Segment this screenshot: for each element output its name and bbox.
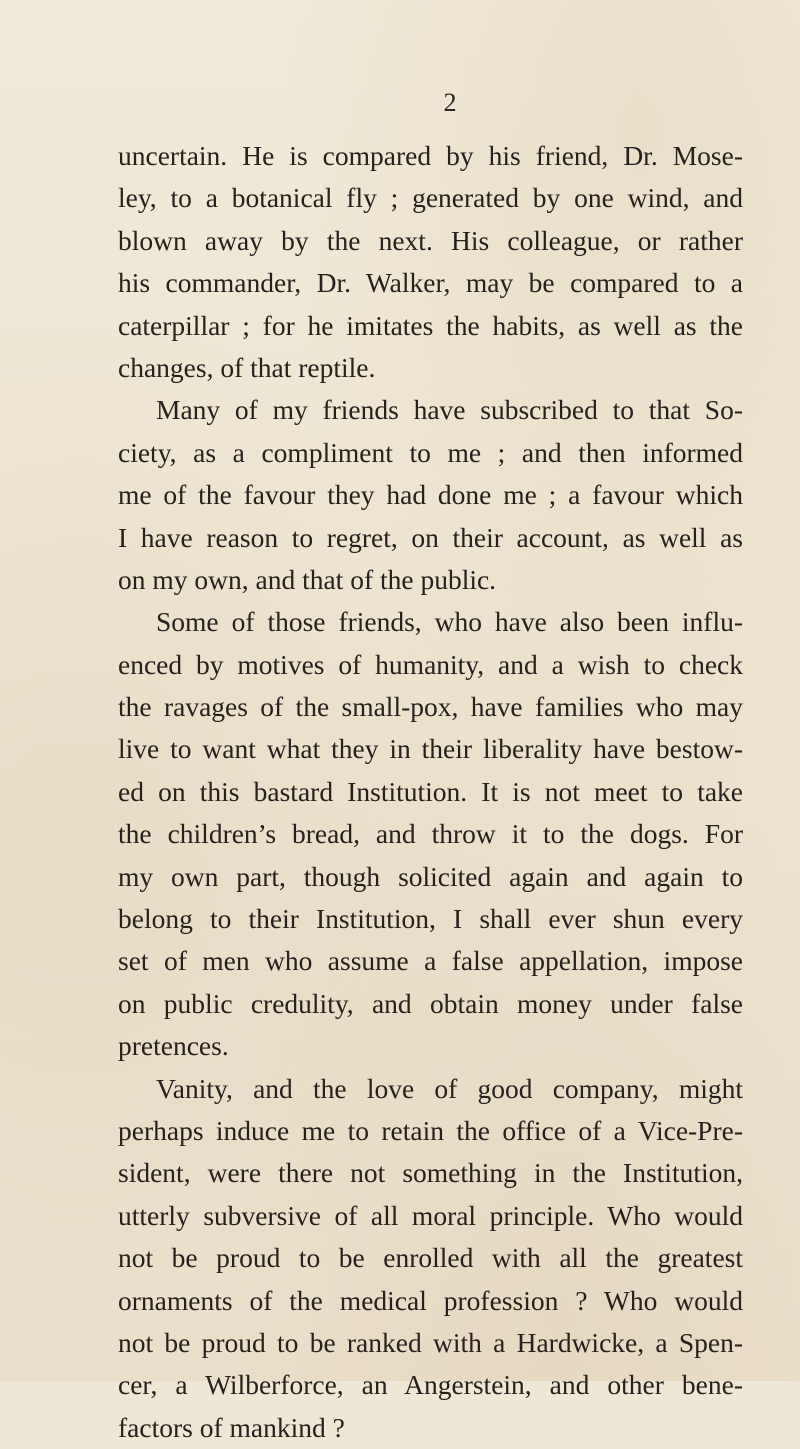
text-line: the children’s bread, and throw it to the dogs. For (118, 818, 743, 850)
body-text (118, 135, 743, 1449)
text-line: uncertain. He is compared by his friend, Dr. Mose- (118, 140, 743, 171)
text-line: enced by motives of humanity, and a wish to check (118, 648, 743, 680)
text-line: not be proud to be enrolled with all the greatest (118, 1242, 743, 1274)
text-line: ornaments of the medical profession ? Who would (118, 1284, 743, 1316)
text-line: cer, a Wilberforce, an Angerstein, and other bene- (118, 1369, 743, 1401)
text-line: Many of my friends have subscribed to that So- (156, 394, 743, 426)
text-line: his commander, Dr. Walker, may be compared to a (118, 267, 743, 299)
text-line: not be proud to be ranked with a Hardwicke, a Spen- (118, 1326, 743, 1358)
text-line: ley, to a botanical fly ; generated by one wind, and (118, 182, 743, 214)
page-number: 2 (443, 88, 457, 117)
text-line: belong to their Institution, I shall ever shun every (118, 903, 743, 935)
text-line: blown away by the next. His colleague, or rather (118, 224, 743, 256)
text-line: on public credulity, and obtain money under false (118, 987, 743, 1019)
text-line: caterpillar ; for he imitates the habits, as well as the (118, 309, 743, 341)
text-line: I have reason to regret, on their account, as well as (118, 521, 743, 553)
text-line: pretences. (118, 1030, 229, 1062)
text-line: set of men who assume a false appellation, impose (118, 945, 743, 977)
text-line: sident, were there not something in the Institution, (118, 1157, 743, 1189)
text-line: live to want what they in their liberality have bestow- (118, 733, 743, 765)
text-line: ciety, as a compliment to me ; and then informed (118, 436, 743, 468)
text-line: changes, of that reptile. (118, 351, 376, 383)
text-line: on my own, and that of the public. (118, 563, 497, 595)
text-line: ed on this bastard Institution. It is not meet to take (118, 775, 743, 807)
text-line: perhaps induce me to retain the office of a Vice-Pre- (118, 1114, 743, 1146)
text-line: utterly subversive of all moral principle. Who would (118, 1199, 743, 1231)
text-line: Vanity, and the love of good company, might (156, 1072, 743, 1104)
text-line: Some of those friends, who have also been influ- (156, 606, 743, 638)
text-line: the ravages of the small-pox, have families who may (118, 691, 743, 723)
text-line: factors of mankind ? (118, 1411, 345, 1443)
text-line: my own part, though solicited again and again to (118, 860, 743, 892)
text-line: me of the favour they had done me ; a favour which (118, 479, 743, 511)
